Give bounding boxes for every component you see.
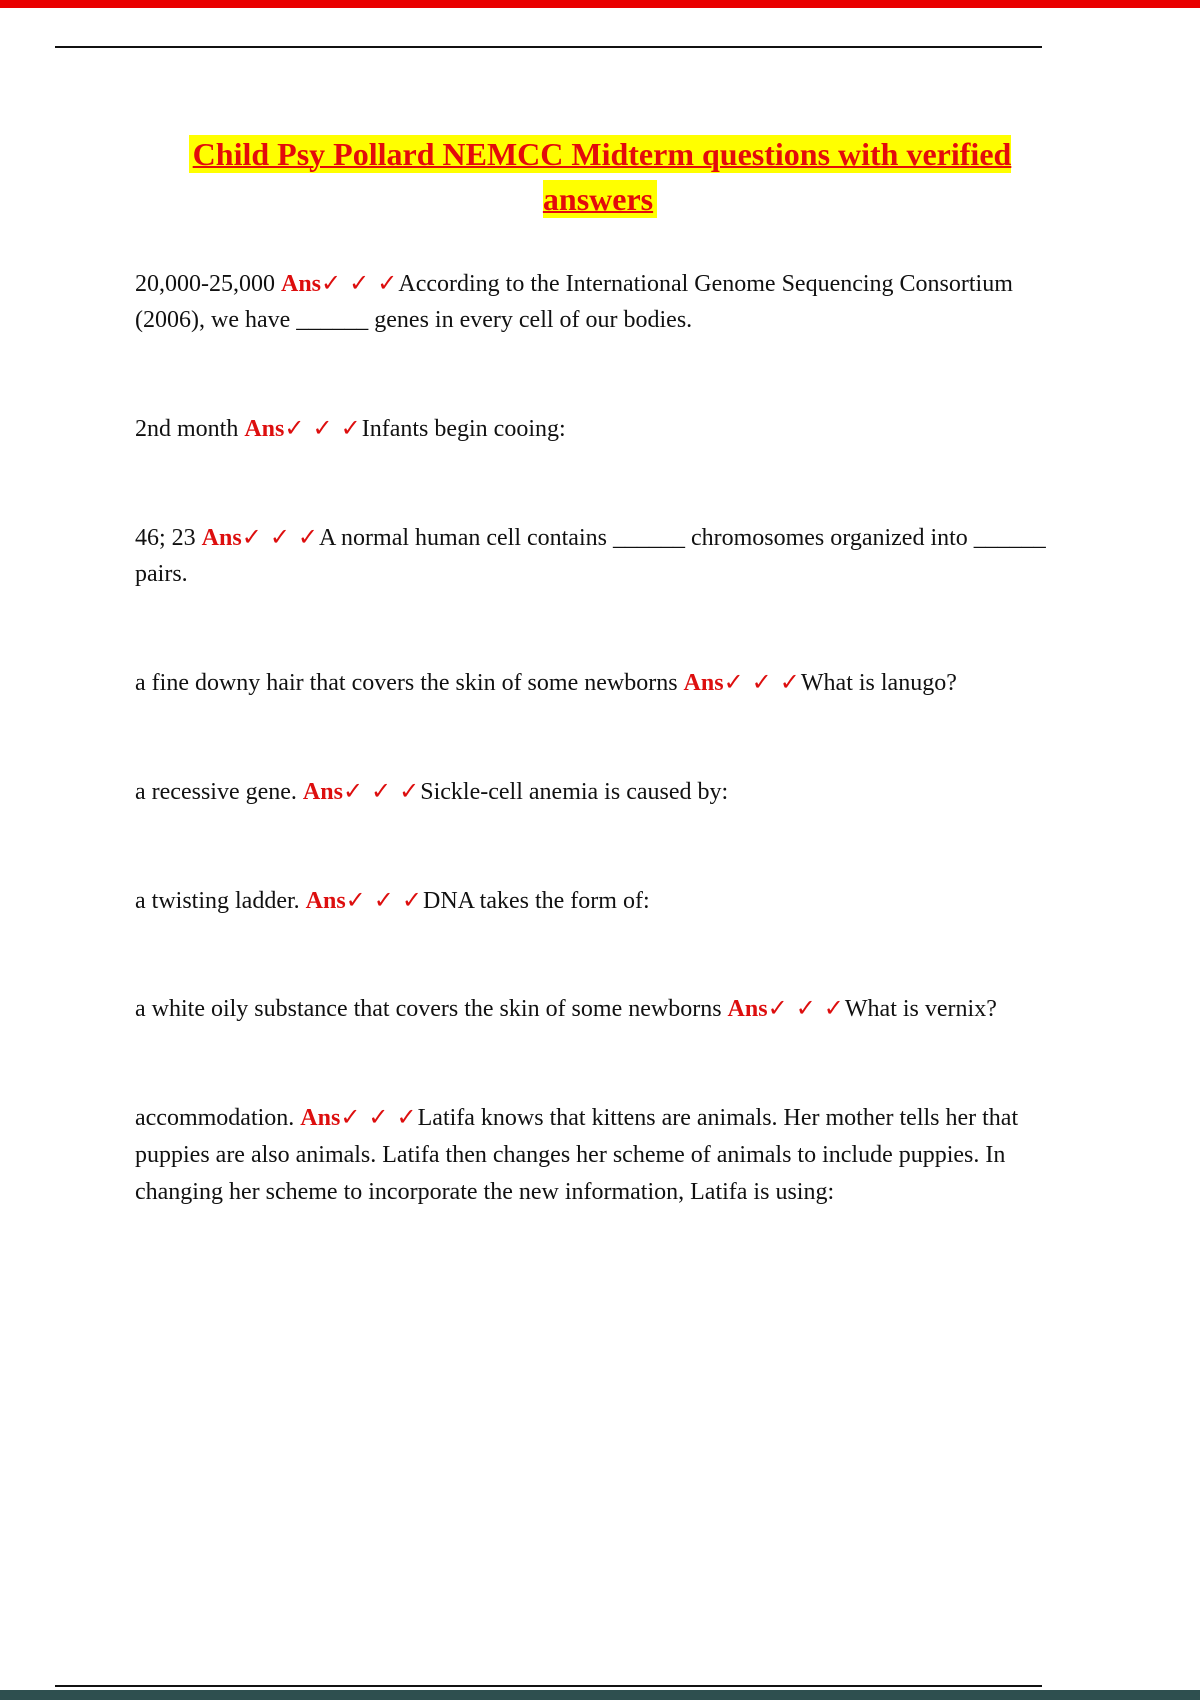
page-title-text: Child Psy Pollard NEMCC Midterm questions with verified answers [189,135,1012,218]
answer-text: a fine downy hair that covers the skin of some newborns [135,670,678,697]
question-text: A normal human cell contains ______ chromosomes organized into ______ pairs. [135,524,1046,588]
question-text: What is vernix? [844,996,997,1023]
question-text: DNA takes the form of: [423,887,650,914]
ans-label: Ans [727,996,768,1023]
checkmarks-icon: ✓ ✓ ✓ [284,416,362,443]
checkmarks-icon: ✓ ✓ ✓ [723,670,801,697]
ans-label: Ans [305,887,346,914]
answer-text: 20,000-25,000 [135,270,275,297]
ans-label: Ans [683,670,724,697]
bottom-horizontal-rule [55,1685,1042,1687]
checkmarks-icon: ✓ ✓ ✓ [342,778,421,805]
question-text: What is lanugo? [800,670,957,697]
ans-label: Ans [300,1105,341,1132]
qa-item [135,1100,1065,1210]
answer-text: a twisting ladder. [135,887,300,914]
question-text: Latifa knows that kittens are animals. Her mother tells her that puppies are also animals. Latifa then changes her scheme of animals to include puppies. In changing her scheme to incorporate the new information, Latifa is using: [135,1105,1019,1205]
ans-label: Ans [302,778,343,805]
bottom-accent-bar [0,1690,1200,1700]
answer-text: 46; 23 [135,524,196,551]
ans-label: Ans [281,270,322,297]
ans-label: Ans [201,524,242,551]
checkmarks-icon: ✓ ✓ ✓ [345,887,423,914]
question-text: Infants begin cooing: [361,416,566,443]
checkmarks-icon: ✓ ✓ ✓ [321,270,399,297]
qa-item [135,266,1065,339]
page-title [135,132,1065,222]
qa-item [135,665,1065,702]
checkmarks-icon: ✓ ✓ ✓ [767,996,845,1023]
qa-item [135,411,1065,448]
question-text: Sickle-cell anemia is caused by: [420,778,729,805]
qa-item [135,991,1065,1028]
answer-text: accommodation. [135,1105,295,1132]
qa-item [135,520,1065,593]
ans-label: Ans [244,416,285,443]
answer-text: 2nd month [135,416,239,443]
qa-item [135,883,1065,920]
qa-item [135,774,1065,811]
answer-text: a recessive gene. [135,778,297,805]
question-text: According to the International Genome Sequencing Consortium (2006), we have ______ genes in every cell of our bodies. [135,270,1013,334]
answer-text: a white oily substance that covers the skin of some newborns [135,996,722,1023]
checkmarks-icon: ✓ ✓ ✓ [241,524,320,551]
checkmarks-icon: ✓ ✓ ✓ [340,1105,418,1132]
